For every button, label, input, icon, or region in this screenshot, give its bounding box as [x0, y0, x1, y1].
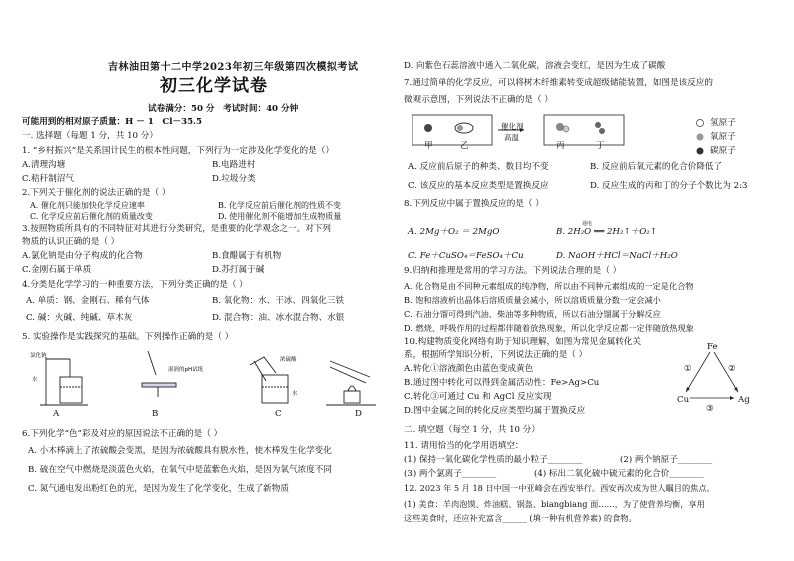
q3-option-b: B.食醋属于有机物	[212, 251, 282, 261]
q5-fig-a-label-2: 水	[32, 377, 38, 383]
q10-arrow-3: ③	[706, 404, 714, 414]
q5-fig-c-label-2: 水	[292, 391, 298, 397]
q11-stem: 11. 请用恰当的化学用语填空：	[404, 441, 524, 451]
q6-option-d: D. 向紫色石蕊溶液中通入二氧化碳，溶液会变红，是因为生成了碳酸	[404, 61, 666, 71]
q4-option-c: C. 碱：火碱、纯碱、草木灰	[26, 313, 133, 323]
left-column	[22, 0, 392, 561]
q7-option-d: D. 反应生成的丙和丁的分子个数比为 2:3	[590, 181, 748, 191]
q1-option-a: A.清理沟塘	[22, 160, 66, 170]
q7-reaction-diagram	[412, 113, 680, 153]
q2-option-b: B. 化学反应前后催化剂的性质不变	[218, 201, 341, 210]
q10-option-c: C.转化③可通过 Cu 和 AgCl 反应实现	[404, 392, 552, 402]
q5-fig-a-label-1: 氯化钠	[30, 353, 47, 359]
q12-line1: 12. 2023 年 5 月 18 日中国一中亚峰会在西安举行。西安再次成为世人瞩目的焦点。	[404, 483, 715, 493]
q9-stem: 9.归纳和推理是常用的学习方法。下列说法合理的是（ ）	[404, 266, 622, 276]
q5-figure-c	[250, 357, 288, 403]
school-title: 吉林油田第十二中学2023年初三年级第四次模拟考试	[108, 62, 359, 73]
q7-stem-line1: 7.通过简单的化学反应，可以将树木纤维素转变成超级储能装置，如图是该反应的	[404, 78, 713, 88]
q5-fig-c-label-1: 浓硫酸	[280, 357, 297, 363]
hydrogen-atom-icon	[697, 120, 704, 127]
q9-option-b: B. 饱和溶液析出晶体后溶质质量会减小，所以溶质质量分数一定会减小	[404, 295, 661, 305]
q5-stem: 5. 实验操作是实践探究的基础。下列操作正确的是（ ）	[22, 332, 234, 342]
section-2-title: 二. 填空题（每空 1 分，共 10 分）	[404, 425, 540, 435]
q1-stem: 1. “乡村振兴”是关系国计民生的根本性问题，下列行为一定涉及化学变化的是（）	[22, 146, 334, 156]
q6-option-c: C. 氮气通电发出粉红色的光，是因为发生了化学变化，生成了新物质	[28, 484, 289, 494]
q11-part-3: (3) 两个氯离子________	[404, 469, 497, 479]
q8-option-a: A. 2Mg＋O₂ ＝ 2MgO	[408, 227, 500, 237]
q1-option-d: D.垃圾分类	[212, 174, 256, 184]
q7-arrow-temp: 高温	[504, 133, 519, 142]
q1-option-b: B.电路进村	[212, 160, 256, 170]
q7-option-c: C. 该反应的基本反应类型是置换反应	[408, 181, 549, 191]
q7-label-bing: 丙	[556, 141, 565, 151]
q8-option-d: D. NaOH＋HCl＝NaCl＋H₂O	[556, 251, 678, 261]
q7-stem-line2: 微观示意图，下列说法不正确的是（ ）	[404, 95, 553, 105]
q4-option-a: A. 单质：钢、金刚石、稀有气体	[26, 296, 150, 306]
q10-option-d: D.图中金属之间的转化反应类型均属于置换反应	[404, 406, 586, 416]
q7-arrow-catalyst: 催化剂	[501, 122, 524, 131]
oxygen-atom-icon	[697, 134, 704, 141]
q1-option-c: C.秸秆制沼气	[22, 174, 74, 184]
q5-label-d: D	[355, 409, 362, 419]
q10-node-ag: Ag	[738, 395, 750, 405]
q2-stem: 2.下列关于催化剂的说法正确的是（ ）	[22, 188, 171, 198]
q10-option-a: A.转化①溶液颜色由蓝色变成黄色	[404, 364, 534, 374]
q6-option-a: A. 小木棒滴上了浓硫酸会变黑，是因为浓硫酸具有脱水性，使木棒发生化学变化	[28, 446, 332, 456]
q7-legend-icons	[694, 118, 708, 160]
exam-title: 初三化学试卷	[160, 76, 268, 96]
atomic-masses: 可能用到的相对原子质量：H － 1 Cl－35.5	[22, 117, 203, 127]
q5-figure-a	[40, 357, 88, 405]
q7-option-a: A. 反应前后原子的种类、数目均不变	[408, 162, 549, 172]
q10-stem-line1: 10.构建物质变化网络有助于知识理解，如图为常见金属转化关	[404, 337, 642, 347]
q5-label-a: A	[53, 409, 60, 419]
q3-stem-line1: 3.按照物质所具有的不同特征对其进行分类研究，是重要的化学观念之一。对下列	[22, 224, 331, 234]
q3-stem-line2: 物质的认识正确的是（ ）	[22, 237, 120, 247]
q9-option-c: C. 石油分馏可得到汽油、柴油等多种物质，所以石油分馏属于分解反应	[404, 309, 661, 319]
q7-legend-o: 氧原子	[710, 132, 736, 142]
q11-part-2: (2) 两个钠原子________	[620, 455, 713, 465]
q7-label-ding: 丁	[596, 141, 605, 151]
q3-option-a: A.氯化钠是由分子构成的化合物	[22, 251, 143, 261]
q2-option-d: D. 使用催化剂不能增加生成物质量	[218, 212, 342, 221]
q6-option-b: B. 硫在空气中燃烧是淡蓝色火焰，在氧气中是蓝紫色火焰，是因为氧气浓度不同	[28, 465, 332, 475]
q7-legend-h: 氢原子	[710, 118, 736, 128]
carbon-atom-legend-icon	[697, 148, 704, 155]
q2-option-c: C. 化学反应前后催化剂的质量改变	[30, 212, 153, 221]
q11-part-4: (4) 标出二氧化硫中硫元素的化合价________	[534, 469, 704, 479]
carbon-atom-icon	[424, 124, 432, 132]
q8-option-b: B. 2H₂O ══ 2H₂↑＋O₂↑	[556, 227, 657, 237]
right-column	[404, 0, 782, 561]
q5-figure-b	[142, 351, 176, 397]
q8-b-condition: 通电	[582, 221, 593, 227]
q6-stem: 6.下列化学“色”彩及对应的原因说法不正确的是（ ）	[22, 429, 223, 439]
q10-arrow-1: ①	[684, 364, 692, 374]
q7-label-jia: 甲	[424, 141, 433, 151]
q4-option-b: B. 氧化物：水、干冰、四氧化三铁	[212, 296, 345, 306]
q11-part-1: (1) 保持一氧化碳化学性质的最小粒子________	[404, 455, 583, 465]
q2-option-a: A. 催化剂只能加快化学反应速率	[30, 201, 145, 210]
q7-legend	[694, 118, 708, 164]
q5-fig-b-label: 湿润的pH试纸	[168, 367, 204, 373]
q10-node-fe: Fe	[707, 342, 718, 352]
q12-line3: 这些美食时，还应补充富含______ (填一种有机营养素) 的食物。	[404, 513, 637, 523]
q10-stem-line2: 系，根据所学知识分析，下列说法正确的是（ ）	[404, 350, 588, 360]
q8-option-c: C. Fe＋CuSO₄＝FeSO₄＋Cu	[408, 251, 524, 261]
q7-molecules	[412, 113, 680, 153]
q9-option-d: D. 燃烧、呼吸作用的过程都伴随着放热现象，所以化学反应都一定伴随放热现象	[404, 323, 694, 333]
q3-option-d: D.苏打属于碱	[212, 265, 265, 275]
q7-legend-c: 碳原子	[710, 146, 736, 156]
q4-option-d: D. 混合物：油、冰水混合物、水银	[212, 313, 345, 323]
q5-label-c: C	[275, 409, 282, 419]
score-time: 试卷满分：50 分 考试时间：40 分钟	[148, 104, 299, 114]
q10-arrow-2: ②	[728, 364, 736, 374]
q5-label-b: B	[152, 409, 159, 419]
q5-figure-d	[326, 361, 376, 405]
section-1-title: 一. 选择题（每题 1 分，共 10 分）	[22, 131, 158, 141]
q10-option-b: B.通过图中转化可以得到金属活动性：Fe>Ag>Cu	[404, 378, 600, 388]
q4-stem: 4.分类是化学学习的一种重要方法，下列分类正确的是（ ）	[22, 280, 248, 290]
q3-option-c: C.金刚石属于单质	[22, 265, 92, 275]
q9-option-a: A. 化合物是由不同种元素组成的纯净物，所以由不同种元素组成的一定是化合物	[404, 281, 694, 291]
q10-node-cu: Cu	[677, 395, 690, 405]
q7-option-b: B. 反应前后氧元素的化合价降低了	[590, 162, 723, 172]
q7-label-yi: 乙	[460, 141, 469, 151]
q12-line2: (1) 美食：羊肉泡馍、炸油糕、锅盔、biangbiang 面……，为了使营养均衡，享用	[404, 499, 705, 509]
q5-apparatus-figures	[30, 347, 390, 409]
q8-stem: 8.下列反应中属于置换反应的是（ ）	[404, 199, 544, 209]
